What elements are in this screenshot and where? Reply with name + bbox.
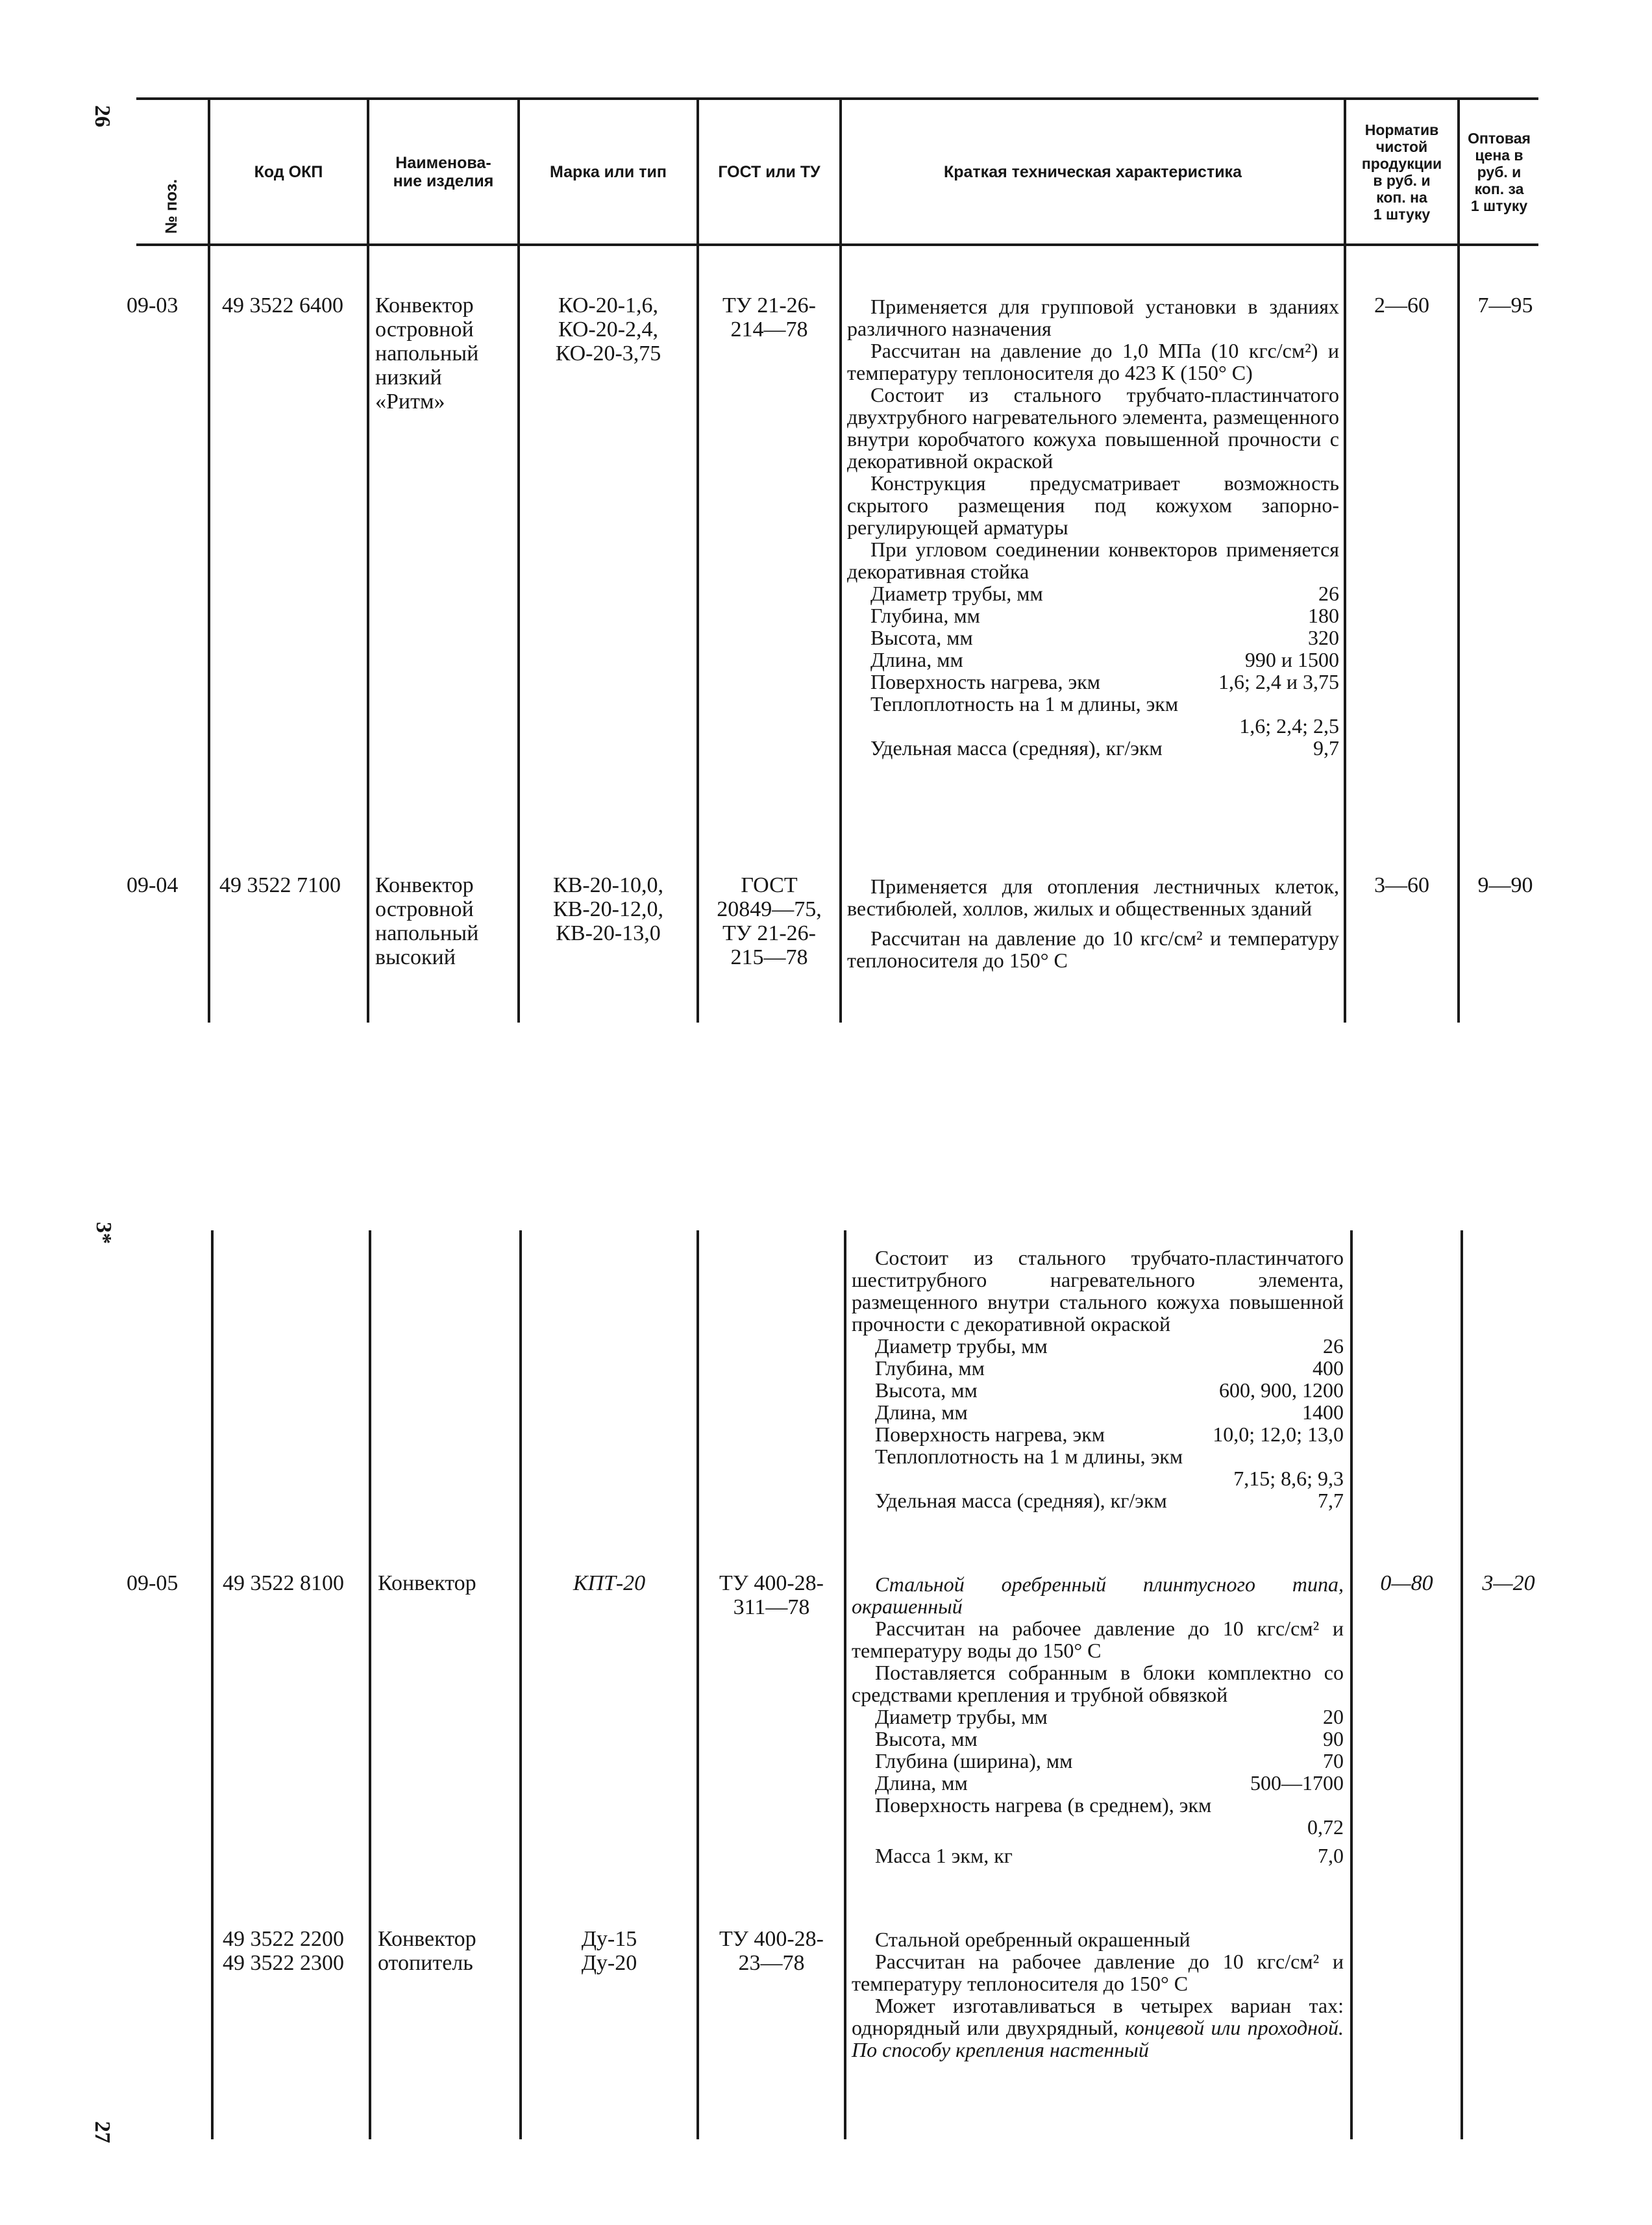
spec-line: [852, 1772, 1344, 1794]
spec-value: 1400: [1302, 1400, 1344, 1424]
spec-label: Длина, мм: [875, 1400, 968, 1424]
header-bottom-rule: [136, 243, 1538, 246]
spec-label: Диаметр трубы, мм: [875, 1705, 1048, 1728]
header-price: Оптовая цена в руб. и коп. за 1 штуку: [1468, 129, 1531, 214]
header-name: Наименова- ние изделия: [393, 153, 494, 190]
spec-value: 990 и 1500: [1244, 648, 1339, 671]
row-0903-gost: ТУ 21-26- 214—78: [722, 293, 816, 342]
spec-value: 7,0: [1318, 1844, 1344, 1867]
desc-paragraph: Состоит из стального трубчато-пластинчатого двухтрубного нагревательного элемента, размещенного внутри коробчатого кожуха повышенной прочности с декоративной окраской: [847, 383, 1339, 473]
spec-label: Высота, мм: [875, 1378, 978, 1402]
row-0904-gost: ГОСТ 20849—75, ТУ 21-26- 215—78: [717, 873, 822, 969]
header-gost: ГОСТ или ТУ: [718, 162, 820, 181]
row-0905b-description: [852, 1928, 1344, 2061]
row-0903-name: Конвектор островной напольный низкий «Ритм»: [375, 293, 479, 414]
spec-value: 90: [1323, 1727, 1344, 1750]
column-divider: [211, 1230, 214, 2139]
spec-label: Диаметр трубы, мм: [875, 1334, 1048, 1358]
row-0904-norm: 3—60: [1374, 873, 1429, 897]
column-divider: [369, 1230, 371, 2139]
row-0903-okp: 49 3522 6400: [222, 293, 343, 317]
row-0905-norm: 0—80: [1380, 1571, 1433, 1595]
spec-line: [847, 671, 1339, 693]
row-0904-mark: КВ-20-10,0, КВ-20-12,0, КВ-20-13,0: [553, 873, 663, 945]
row-0905-description: [852, 1573, 1344, 1867]
row-0905-pos: 09-05: [127, 1571, 179, 1595]
desc-text: Может изготавливаться в четырех вариан тах: однорядный или двухрядный,: [852, 1994, 1344, 2039]
desc-paragraph: [852, 1995, 1344, 2061]
spec-line: [852, 1794, 1344, 1838]
spec-value: 9,7: [1313, 736, 1339, 760]
spec-label: Удельная масса (средняя), кг/экм: [875, 1489, 1167, 1512]
row-0905-okp: 49 3522 8100: [223, 1571, 344, 1595]
spec-value: 320: [1308, 626, 1339, 649]
column-divider: [519, 1230, 522, 2139]
spec-label: Глубина, мм: [870, 604, 980, 627]
spec-line: [852, 1728, 1344, 1750]
column-divider: [844, 1230, 846, 2139]
header-pos: № поз.: [162, 179, 180, 234]
row-0904-description-cont: [852, 1247, 1344, 1511]
page-signature: 3*: [92, 1222, 116, 1244]
spec-line: [847, 627, 1339, 649]
spec-value: 20: [1323, 1705, 1344, 1728]
page-number-top: 26: [90, 105, 114, 127]
row-0904-price: 9—90: [1477, 873, 1533, 897]
desc-paragraph: Рассчитан на рабочее давление до 10 кгс/см² и температуру теплоносителя до 150° С: [852, 1950, 1344, 1995]
spec-line: [852, 1489, 1344, 1511]
spec-line: [847, 604, 1339, 627]
spec-line: [847, 737, 1339, 759]
desc-paragraph: Применяется для отопления лестничных клеток, вестибюлей, холлов, жилых и общественных зданий: [847, 875, 1339, 920]
row-0905-mark: КПТ-20: [573, 1571, 646, 1595]
desc-paragraph: Состоит из стального трубчато-пластинчатого шеститрубного нагревательного элемента, размещенного внутри стального кожуха повышенной прочности с декоративной окраской: [852, 1246, 1344, 1336]
spec-value: 500—1700: [1250, 1771, 1344, 1795]
spec-value: 1,6; 2,4 и 3,75: [1218, 670, 1339, 693]
desc-paragraph: Стальной оребренный окрашенный: [875, 1928, 1190, 1951]
row-0905-name: Конвектор: [378, 1571, 476, 1595]
row-0905-gost: ТУ 400-28- 311—78: [719, 1571, 824, 1619]
spec-label: Теплоплотность на 1 м длины, экм: [870, 692, 1179, 715]
row-0904-pos: 09-04: [127, 873, 179, 897]
spec-value: 7,7: [1318, 1489, 1344, 1512]
desc-paragraph: Стальной оребренный плинтусного типа, окрашенный: [852, 1572, 1344, 1618]
spec-line: [847, 582, 1339, 604]
desc-paragraph: Поставляется собранным в блоки комплектно со средствами крепления и трубной обвязкой: [852, 1661, 1344, 1706]
column-divider: [1461, 1230, 1463, 2139]
spec-line: [852, 1379, 1344, 1401]
header-desc: Краткая техническая характеристика: [944, 162, 1242, 181]
spec-label: Удельная масса (средняя), кг/экм: [870, 736, 1163, 760]
spec-label: Теплоплотность на 1 м длины, экм: [875, 1445, 1183, 1468]
spec-label: Диаметр трубы, мм: [870, 582, 1043, 605]
spec-line: [847, 693, 1339, 737]
spec-line: [852, 1845, 1344, 1867]
spec-line: [852, 1335, 1344, 1357]
spec-label: Высота, мм: [870, 626, 973, 649]
spec-line: [852, 1706, 1344, 1728]
spec-label: Поверхность нагрева, экм: [875, 1423, 1105, 1446]
spec-line: [847, 649, 1339, 671]
spec-line: [852, 1423, 1344, 1445]
column-divider: [697, 1230, 699, 2139]
spec-label: Масса 1 экм, кг: [875, 1844, 1013, 1867]
header-okp: Код ОКП: [254, 162, 323, 181]
desc-text-italic: концевой или проходной. По способу крепления настенный: [852, 2016, 1344, 2061]
desc-paragraph: При угловом соединении конвекторов применяется декоративная стойка: [847, 538, 1339, 583]
desc-paragraph: Рассчитан на давление до 1,0 МПа (10 кгс/см²) и температуру теплоносителя до 423 К (150° С): [847, 339, 1339, 384]
spec-value: 26: [1323, 1334, 1344, 1358]
row-0903-norm: 2—60: [1374, 293, 1429, 317]
row-0903-pos: 09-03: [127, 293, 179, 317]
spec-value: 180: [1308, 604, 1339, 627]
spec-value: 7,15; 8,6; 9,3: [1233, 1467, 1344, 1490]
spec-value: 400: [1313, 1356, 1344, 1380]
spec-value: 1,6; 2,4; 2,5: [1239, 714, 1339, 738]
column-divider: [1350, 1230, 1353, 2139]
row-0904-name: Конвектор островной напольный высокий: [375, 873, 479, 969]
spec-line: [852, 1445, 1344, 1489]
spec-value: 600, 900, 1200: [1219, 1378, 1344, 1402]
spec-value: 0,72: [1307, 1815, 1344, 1839]
spec-value: 70: [1323, 1749, 1344, 1772]
row-0905b-name: Конвектор отопитель: [378, 1927, 476, 1975]
spec-label: Длина, мм: [870, 648, 963, 671]
spec-label: Длина, мм: [875, 1771, 968, 1795]
header-mark: Марка или тип: [550, 162, 667, 181]
row-0903-price: 7—95: [1477, 293, 1533, 317]
row-0905-price: 3—20: [1482, 1571, 1535, 1595]
spec-label: Поверхность нагрева (в среднем), экм: [875, 1793, 1212, 1817]
row-0903-description: [847, 295, 1339, 759]
spec-line: [852, 1750, 1344, 1772]
desc-paragraph: Рассчитан на рабочее давление до 10 кгс/см² и температуру воды до 150° С: [852, 1617, 1344, 1662]
desc-paragraph: Рассчитан на давление до 10 кгс/см² и температуру теплоносителя до 150° С: [847, 926, 1339, 972]
row-0904-okp: 49 3522 7100: [219, 873, 341, 897]
spec-value: 26: [1318, 582, 1339, 605]
spec-label: Глубина (ширина), мм: [875, 1749, 1073, 1772]
row-0905b-mark: Ду-15 Ду-20: [581, 1927, 637, 1975]
header-norm: Норматив чистой продукции в руб. и коп. на 1 штуку: [1361, 121, 1442, 223]
spec-line: [852, 1401, 1344, 1423]
spec-label: Глубина, мм: [875, 1356, 985, 1380]
row-0905b-gost: ТУ 400-28- 23—78: [719, 1927, 824, 1975]
spec-value: 10,0; 12,0; 13,0: [1213, 1423, 1344, 1446]
desc-paragraph: Применяется для групповой установки в зданиях различного назначения: [847, 295, 1339, 340]
page-number-bottom: 27: [90, 2121, 114, 2143]
row-0904-description: [847, 875, 1339, 971]
spec-line: [852, 1357, 1344, 1379]
spec-label: Поверхность нагрева, экм: [870, 670, 1101, 693]
row-0903-mark: КО-20-1,6, КО-20-2,4, КО-20-3,75: [555, 293, 661, 366]
row-0905b-okp: 49 3522 2200 49 3522 2300: [223, 1927, 344, 1975]
desc-paragraph: Конструкция предусматривает возможность скрытого размещения под кожухом запорно-регулирующей арматуры: [847, 471, 1339, 539]
spec-label: Высота, мм: [875, 1727, 978, 1750]
